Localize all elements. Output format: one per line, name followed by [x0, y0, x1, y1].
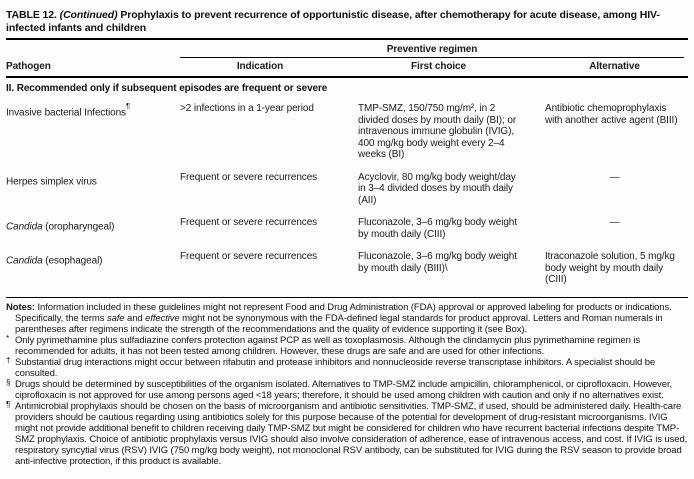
alternative-cell: Itraconazole solution, 5 mg/kg body weight by mouth daily (CIII): [545, 251, 675, 285]
footnote-marker: ¶: [6, 399, 11, 409]
footnote-marker: §: [6, 377, 11, 387]
pathogen-cell: [6, 251, 180, 286]
table-row: [6, 103, 688, 161]
notes-block: [6, 302, 688, 467]
pathogen-footnote-marker: ¶: [125, 101, 130, 110]
table-title-continued: (Continued): [59, 9, 118, 21]
notes-text: and: [124, 312, 146, 324]
notes-term-effective: effective: [145, 312, 180, 324]
column-header-row: [6, 58, 688, 76]
notes-term-safe: safe: [106, 312, 125, 324]
pathogen-text: Invasive bacterial Infections: [6, 107, 126, 119]
table-bottom-divider: [6, 297, 688, 298]
spanner-spacer: [6, 40, 180, 58]
pathogen-text: Herpes simplex virus: [6, 175, 97, 187]
column-header-indication: Indication: [236, 61, 284, 72]
section-header: II. Recommended only if subsequent episodes are frequent or severe: [6, 83, 328, 94]
notes-text: Information included in these guidelines might not represent Food and Drug Administration (FDA) approval or approved labeling for products or indications. Specifically, the terms: [15, 301, 672, 324]
notes-label: Notes:: [6, 301, 35, 313]
column-header-first-choice: First choice: [411, 61, 466, 72]
preventive-regimen-spanner: Preventive regimen: [180, 40, 684, 58]
footnote-text: Substantial drug interactions might occur between rifabutin and protease inhibitors and nonnucleoside reverse transcriptase inhibitors. A specialist should be consulted.: [15, 356, 656, 379]
table-title: [6, 9, 686, 35]
pathogen-text: (oropharyngeal): [42, 221, 115, 233]
first-choice-cell: TMP-SMZ, 150/750 mg/m², in 2 divided doses by mouth daily (BI); or intravenous immune globulin (IVIG), 400 mg/kg body weight every 2–4 weeks (BI): [358, 103, 517, 160]
alternative-cell: —: [609, 171, 620, 183]
pathogen-genus: Candida: [6, 221, 43, 233]
alternative-cell: Antibiotic chemoprophylaxis with another active agent (BIII): [545, 103, 678, 126]
table-row: [6, 217, 688, 240]
footnote: [6, 357, 688, 379]
indication-cell: Frequent or severe recurrences: [180, 171, 318, 183]
footnote-marker: *: [6, 333, 10, 343]
column-header-alternative: Alternative: [589, 61, 640, 72]
footnote: [6, 335, 688, 357]
indication-cell: Frequent or severe recurrences: [180, 217, 318, 228]
first-choice-cell: Fluconazole, 3–6 mg/kg body weight by mouth daily (CIII): [358, 217, 517, 240]
first-choice-cell: Fluconazole, 3–6 mg/kg body weight by mouth daily (BIII)\: [358, 251, 517, 274]
pathogen-genus: Candida: [6, 255, 43, 267]
pathogen-cell: [6, 172, 180, 207]
footnote: [6, 401, 688, 467]
alternative-cell: —: [609, 217, 620, 228]
pathogen-cell: [6, 217, 180, 240]
footnote-text: Antimicrobial prophylaxis should be chosen on the basis of microorganism and antibiotic sensitivities. TMP-SMZ, if used, should be administered daily. Health-care providers should be cautious regarding using antibiotics solely for this purpose because of the potential for development of drug-resistant microorganisms. IVIG might not provide additional benefit to children receiving daily TMP-SMZ but might be considered for children who have recurrent bacterial infections despite TMP-SMZ prophylaxis. Choice of antibiotic prophylaxis versus IVIG should also involve consideration of adherence, ease of intravenous access, and cost. If IVIG is used, respiratory syncytial virus (RSV) IVIG (750 mg/kg body weight), not monoclonal RSV antibody, can be substituted for IVIG during the RSV season to provide broad anti-infective protection, if this product is available.: [15, 400, 688, 467]
column-header-pathogen: Pathogen: [6, 61, 51, 72]
table-row: [6, 172, 688, 207]
notes-text: might not be synonymous with the FDA-defined legal standards for product approval. Letters and Roman numerals in parentheses after regimens indicate the strength of the recommendations and the quality of evidence supporting it (see Box).: [15, 312, 663, 335]
footnote: [6, 379, 688, 401]
spanner-row: [6, 40, 688, 58]
indication-cell: Frequent or severe recurrences: [180, 251, 318, 262]
table-row: [6, 251, 688, 286]
footnote-text: Only pyrimethamine plus sulfadiazine confers protection against PCP as well as toxoplasmosis. Although the clindamycin plus pyrimethamine regimen is recommended for adults, it has not been tested among children. However, these drugs are safe and are used for other infections.: [15, 334, 641, 357]
first-choice-cell: Acyclovir, 80 mg/kg body weight/day in 3–4 divided doses by mouth daily (AII): [358, 171, 516, 206]
notes-paragraph: [6, 302, 688, 335]
footnote-text: Drugs should be determined by susceptibilities of the organism isolated. Alternatives to TMP-SMZ include ampicillin, chloramphenicol, or ciprofloxacin. However, ciprofloxacin is not approved for use among persons aged <18 years; therefore, it should be used among children with caution and only if no alternatives exist.: [15, 378, 673, 401]
pathogen-text: (esophageal): [42, 255, 103, 267]
table-title-label: TABLE 12.: [6, 9, 57, 21]
pathogen-cell: [6, 103, 180, 161]
footnote-marker: †: [6, 355, 11, 365]
indication-cell: >2 infections in a 1-year period: [180, 103, 314, 114]
table-title-text: Prophylaxis to prevent recurrence of opportunistic disease, after chemotherapy for acute disease, among HIV-infected infants and children: [6, 9, 660, 34]
